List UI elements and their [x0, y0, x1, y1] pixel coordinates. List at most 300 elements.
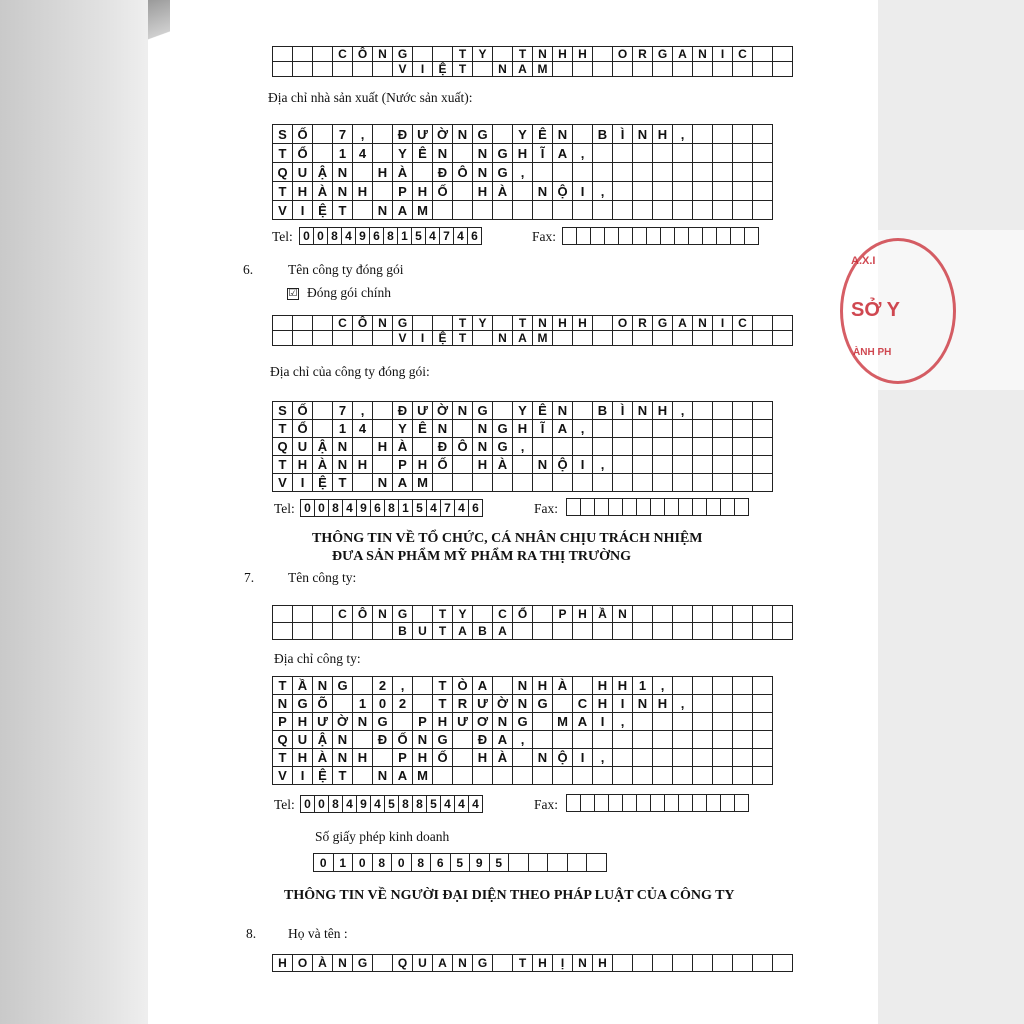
- char-box: [673, 955, 693, 972]
- char-box: [693, 677, 713, 695]
- char-box: Ê: [533, 125, 553, 144]
- char-box: ,: [673, 125, 693, 144]
- char-box: 1: [333, 420, 353, 438]
- char-box: [753, 713, 773, 731]
- char-box: [567, 499, 581, 516]
- char-box: À: [313, 955, 333, 972]
- char-box: [593, 420, 613, 438]
- char-box: [533, 163, 553, 182]
- char-box: V: [393, 331, 413, 346]
- char-box: G: [353, 955, 373, 972]
- char-box: [353, 623, 373, 640]
- char-box: [693, 144, 713, 163]
- char-box: Ầ: [593, 606, 613, 623]
- char-box: B: [593, 125, 613, 144]
- char-box: N: [453, 402, 473, 420]
- char-box: I: [593, 713, 613, 731]
- char-box: [713, 474, 733, 492]
- char-box: 5: [427, 796, 441, 813]
- char-box: H: [533, 955, 553, 972]
- char-box: [493, 955, 513, 972]
- char-box: [333, 331, 353, 346]
- char-box: [413, 47, 433, 62]
- char-box: [633, 228, 647, 245]
- char-box: [293, 606, 313, 623]
- char-box: 1: [399, 500, 413, 517]
- grid-row: [273, 316, 793, 331]
- char-box: H: [473, 749, 493, 767]
- char-box: [613, 331, 633, 346]
- char-box: H: [593, 677, 613, 695]
- char-box: 1: [333, 144, 353, 163]
- char-box: 6: [370, 228, 384, 245]
- char-box: [733, 420, 753, 438]
- char-box: H: [273, 955, 293, 972]
- char-box: G: [493, 163, 513, 182]
- char-box: V: [273, 767, 293, 785]
- grid-row: [567, 499, 749, 516]
- char-box: [721, 499, 735, 516]
- responsible-heading-line2: ĐƯA SẢN PHẨM MỸ PHẨM RA THỊ TRƯỜNG: [332, 549, 632, 564]
- char-box: 0: [301, 500, 315, 517]
- char-box: H: [473, 182, 493, 201]
- char-box: [513, 201, 533, 220]
- char-box: N: [373, 767, 393, 785]
- char-box: [553, 62, 573, 77]
- char-box: [473, 331, 493, 346]
- char-box: [673, 456, 693, 474]
- char-box: [673, 144, 693, 163]
- char-box: [733, 474, 753, 492]
- char-box: H: [653, 125, 673, 144]
- char-box: 4: [353, 144, 373, 163]
- char-box: U: [293, 731, 313, 749]
- char-box: N: [533, 316, 553, 331]
- char-box: N: [473, 438, 493, 456]
- char-box: [293, 331, 313, 346]
- manufacturer-fax-label: Fax:: [532, 229, 557, 244]
- char-box: Ổ: [293, 144, 313, 163]
- char-box: S: [273, 402, 293, 420]
- char-box: [673, 331, 693, 346]
- char-box: [633, 456, 653, 474]
- char-box: [693, 62, 713, 77]
- char-box: R: [633, 316, 653, 331]
- char-box: ,: [593, 456, 613, 474]
- responsible-title: Tên công ty:: [288, 570, 357, 585]
- char-box: H: [653, 402, 673, 420]
- char-box: ,: [353, 125, 373, 144]
- char-box: N: [453, 955, 473, 972]
- char-box: 8: [384, 228, 398, 245]
- char-box: 8: [399, 796, 413, 813]
- char-box: [473, 201, 493, 220]
- char-box: [753, 677, 773, 695]
- char-box: N: [533, 456, 553, 474]
- char-box: T: [333, 767, 353, 785]
- char-box: [693, 606, 713, 623]
- grid-row: [563, 228, 759, 245]
- char-box: A: [453, 623, 473, 640]
- char-box: [493, 474, 513, 492]
- char-box: [633, 420, 653, 438]
- char-box: [553, 623, 573, 640]
- char-box: [633, 623, 653, 640]
- responsible-name-grid: [272, 605, 793, 640]
- char-box: [293, 62, 313, 77]
- grid-row: [273, 47, 793, 62]
- char-box: G: [493, 420, 513, 438]
- char-box: [753, 623, 773, 640]
- char-box: [353, 731, 373, 749]
- char-box: [665, 795, 679, 812]
- char-box: Y: [393, 144, 413, 163]
- char-box: [587, 854, 607, 872]
- char-box: [735, 499, 749, 516]
- char-box: [693, 182, 713, 201]
- char-box: [533, 201, 553, 220]
- char-box: [373, 402, 393, 420]
- char-box: [733, 623, 753, 640]
- char-box: 4: [455, 500, 469, 517]
- char-box: 8: [413, 796, 427, 813]
- responsible-address-label: Địa chỉ công ty:: [274, 651, 361, 666]
- char-box: [753, 695, 773, 713]
- char-box: Đ: [433, 438, 453, 456]
- char-box: 7: [333, 125, 353, 144]
- char-box: [293, 316, 313, 331]
- char-box: [453, 420, 473, 438]
- char-box: Ệ: [313, 201, 333, 220]
- char-box: Y: [393, 420, 413, 438]
- main-packer-checkbox[interactable]: ☑: [288, 288, 298, 299]
- char-box: S: [273, 125, 293, 144]
- char-box: [533, 623, 553, 640]
- char-box: [733, 955, 753, 972]
- char-box: [453, 144, 473, 163]
- char-box: [373, 955, 393, 972]
- char-box: N: [693, 47, 713, 62]
- char-box: 7: [441, 500, 455, 517]
- char-box: Y: [473, 316, 493, 331]
- char-box: 0: [301, 796, 315, 813]
- char-box: [593, 331, 613, 346]
- char-box: [453, 182, 473, 201]
- char-box: Ê: [533, 402, 553, 420]
- char-box: 4: [455, 796, 469, 813]
- char-box: [553, 474, 573, 492]
- char-box: [713, 163, 733, 182]
- char-box: [633, 474, 653, 492]
- char-box: G: [533, 695, 553, 713]
- char-box: Ị: [553, 955, 573, 972]
- char-box: H: [373, 438, 393, 456]
- char-box: [637, 795, 651, 812]
- scanner-right-edge: [878, 0, 1024, 1024]
- char-box: [573, 62, 593, 77]
- char-box: [273, 316, 293, 331]
- char-box: [533, 438, 553, 456]
- char-box: 8: [411, 854, 431, 872]
- char-box: Ệ: [313, 474, 333, 492]
- char-box: [533, 474, 553, 492]
- char-box: 6: [468, 228, 482, 245]
- char-box: [633, 144, 653, 163]
- char-box: 4: [371, 796, 385, 813]
- char-box: ,: [513, 163, 533, 182]
- grid-row: [273, 767, 773, 785]
- char-box: T: [273, 677, 293, 695]
- char-box: Ư: [473, 695, 493, 713]
- char-box: 5: [385, 796, 399, 813]
- char-box: [753, 438, 773, 456]
- char-box: [605, 228, 619, 245]
- responsible-tel-label: Tel:: [274, 797, 295, 812]
- char-box: P: [393, 749, 413, 767]
- char-box: N: [633, 402, 653, 420]
- char-box: 4: [441, 796, 455, 813]
- char-box: [353, 677, 373, 695]
- char-box: [373, 144, 393, 163]
- char-box: H: [433, 713, 453, 731]
- char-box: [753, 316, 773, 331]
- packer-address-label: Địa chỉ của công ty đóng gói:: [270, 364, 430, 379]
- char-box: [413, 606, 433, 623]
- char-box: [548, 854, 568, 872]
- char-box: 6: [371, 500, 385, 517]
- char-box: [313, 606, 333, 623]
- char-box: T: [453, 316, 473, 331]
- char-box: [733, 456, 753, 474]
- grid-row: [301, 796, 483, 813]
- char-box: [733, 402, 753, 420]
- char-box: N: [473, 144, 493, 163]
- char-box: [433, 316, 453, 331]
- char-box: [493, 201, 513, 220]
- char-box: [653, 201, 673, 220]
- char-box: [673, 606, 693, 623]
- char-box: [673, 623, 693, 640]
- char-box: Ô: [453, 163, 473, 182]
- char-box: Y: [473, 47, 493, 62]
- char-box: [733, 713, 753, 731]
- char-box: [693, 474, 713, 492]
- char-box: 5: [489, 854, 509, 872]
- char-box: [613, 62, 633, 77]
- char-box: [493, 316, 513, 331]
- char-box: [493, 402, 513, 420]
- char-box: I: [293, 474, 313, 492]
- char-box: H: [413, 749, 433, 767]
- char-box: T: [453, 331, 473, 346]
- char-box: [595, 499, 609, 516]
- char-box: N: [353, 713, 373, 731]
- char-box: Ì: [613, 125, 633, 144]
- char-box: [693, 767, 713, 785]
- char-box: [293, 47, 313, 62]
- char-box: Õ: [313, 695, 333, 713]
- char-box: [653, 331, 673, 346]
- char-box: [773, 623, 793, 640]
- char-box: P: [393, 456, 413, 474]
- grid-row: [273, 955, 793, 972]
- char-box: [753, 474, 773, 492]
- char-box: M: [413, 474, 433, 492]
- char-box: 0: [315, 796, 329, 813]
- char-box: B: [593, 402, 613, 420]
- char-box: [753, 767, 773, 785]
- grid-row: [273, 144, 773, 163]
- char-box: [573, 331, 593, 346]
- char-box: 0: [392, 854, 412, 872]
- char-box: A: [553, 420, 573, 438]
- char-box: 4: [469, 796, 483, 813]
- grid-row: [273, 731, 773, 749]
- char-box: Ĩ: [533, 420, 553, 438]
- char-box: [353, 163, 373, 182]
- char-box: G: [473, 125, 493, 144]
- char-box: 8: [328, 228, 342, 245]
- char-box: [313, 402, 333, 420]
- char-box: N: [373, 47, 393, 62]
- char-box: [679, 795, 693, 812]
- char-box: [567, 795, 581, 812]
- char-box: B: [473, 623, 493, 640]
- char-box: Ệ: [313, 767, 333, 785]
- char-box: I: [573, 456, 593, 474]
- char-box: T: [513, 316, 533, 331]
- char-box: [713, 677, 733, 695]
- char-box: P: [553, 606, 573, 623]
- char-box: H: [373, 163, 393, 182]
- char-box: N: [373, 606, 393, 623]
- char-box: [673, 474, 693, 492]
- char-box: [693, 713, 713, 731]
- char-box: 0: [314, 854, 334, 872]
- char-box: Q: [393, 955, 413, 972]
- char-box: [633, 767, 653, 785]
- char-box: [713, 144, 733, 163]
- scanner-left-edge: [0, 0, 150, 1024]
- char-box: T: [333, 201, 353, 220]
- char-box: [613, 163, 633, 182]
- char-box: H: [653, 695, 673, 713]
- char-box: N: [333, 731, 353, 749]
- char-box: [773, 331, 793, 346]
- char-box: I: [713, 47, 733, 62]
- char-box: À: [313, 749, 333, 767]
- char-box: [713, 125, 733, 144]
- char-box: V: [393, 62, 413, 77]
- char-box: N: [333, 456, 353, 474]
- char-box: Đ: [393, 125, 413, 144]
- char-box: [713, 201, 733, 220]
- char-box: Ố: [293, 402, 313, 420]
- char-box: [413, 316, 433, 331]
- char-box: [713, 606, 733, 623]
- char-box: Ổ: [513, 606, 533, 623]
- char-box: [713, 731, 733, 749]
- section-7-number: 7.: [244, 570, 255, 585]
- char-box: N: [613, 606, 633, 623]
- char-box: [689, 228, 703, 245]
- char-box: [573, 623, 593, 640]
- char-box: [553, 438, 573, 456]
- packer-tel-label: Tel:: [274, 501, 295, 516]
- char-box: C: [333, 316, 353, 331]
- char-box: M: [413, 767, 433, 785]
- char-box: N: [533, 47, 553, 62]
- char-box: [653, 623, 673, 640]
- manufacturer-fax-grid: [562, 227, 759, 245]
- char-box: H: [413, 456, 433, 474]
- char-box: 9: [470, 854, 490, 872]
- char-box: 2: [373, 677, 393, 695]
- char-box: [753, 420, 773, 438]
- char-box: [673, 438, 693, 456]
- char-box: H: [513, 420, 533, 438]
- char-box: Ổ: [293, 420, 313, 438]
- char-box: [673, 62, 693, 77]
- char-box: N: [573, 955, 593, 972]
- char-box: [693, 499, 707, 516]
- char-box: Đ: [373, 731, 393, 749]
- char-box: [713, 331, 733, 346]
- char-box: [653, 62, 673, 77]
- char-box: N: [513, 695, 533, 713]
- char-box: [633, 438, 653, 456]
- char-box: 5: [412, 228, 426, 245]
- char-box: [533, 606, 553, 623]
- char-box: [733, 695, 753, 713]
- char-box: Ô: [353, 606, 373, 623]
- char-box: [613, 456, 633, 474]
- char-box: [713, 713, 733, 731]
- char-box: I: [293, 201, 313, 220]
- char-box: [593, 163, 613, 182]
- grid-row: [273, 456, 773, 474]
- char-box: Ậ: [313, 438, 333, 456]
- char-box: [433, 47, 453, 62]
- char-box: [633, 713, 653, 731]
- red-seal-stamp: A.X.I SỞ Y ÀNH PH: [840, 238, 956, 384]
- char-box: Ô: [353, 316, 373, 331]
- char-box: Ô: [453, 438, 473, 456]
- char-box: [493, 677, 513, 695]
- char-box: A: [493, 623, 513, 640]
- char-box: Ư: [453, 713, 473, 731]
- char-box: [577, 228, 591, 245]
- char-box: A: [393, 201, 413, 220]
- char-box: P: [413, 713, 433, 731]
- char-box: G: [653, 47, 673, 62]
- char-box: [595, 795, 609, 812]
- char-box: [733, 62, 753, 77]
- char-box: [509, 854, 529, 872]
- char-box: [753, 144, 773, 163]
- char-box: [673, 677, 693, 695]
- char-box: U: [293, 163, 313, 182]
- char-box: [609, 499, 623, 516]
- char-box: [693, 795, 707, 812]
- char-box: [573, 731, 593, 749]
- char-box: [593, 62, 613, 77]
- char-box: Ì: [613, 402, 633, 420]
- char-box: [493, 47, 513, 62]
- char-box: N: [373, 474, 393, 492]
- char-box: ,: [673, 402, 693, 420]
- char-box: 7: [440, 228, 454, 245]
